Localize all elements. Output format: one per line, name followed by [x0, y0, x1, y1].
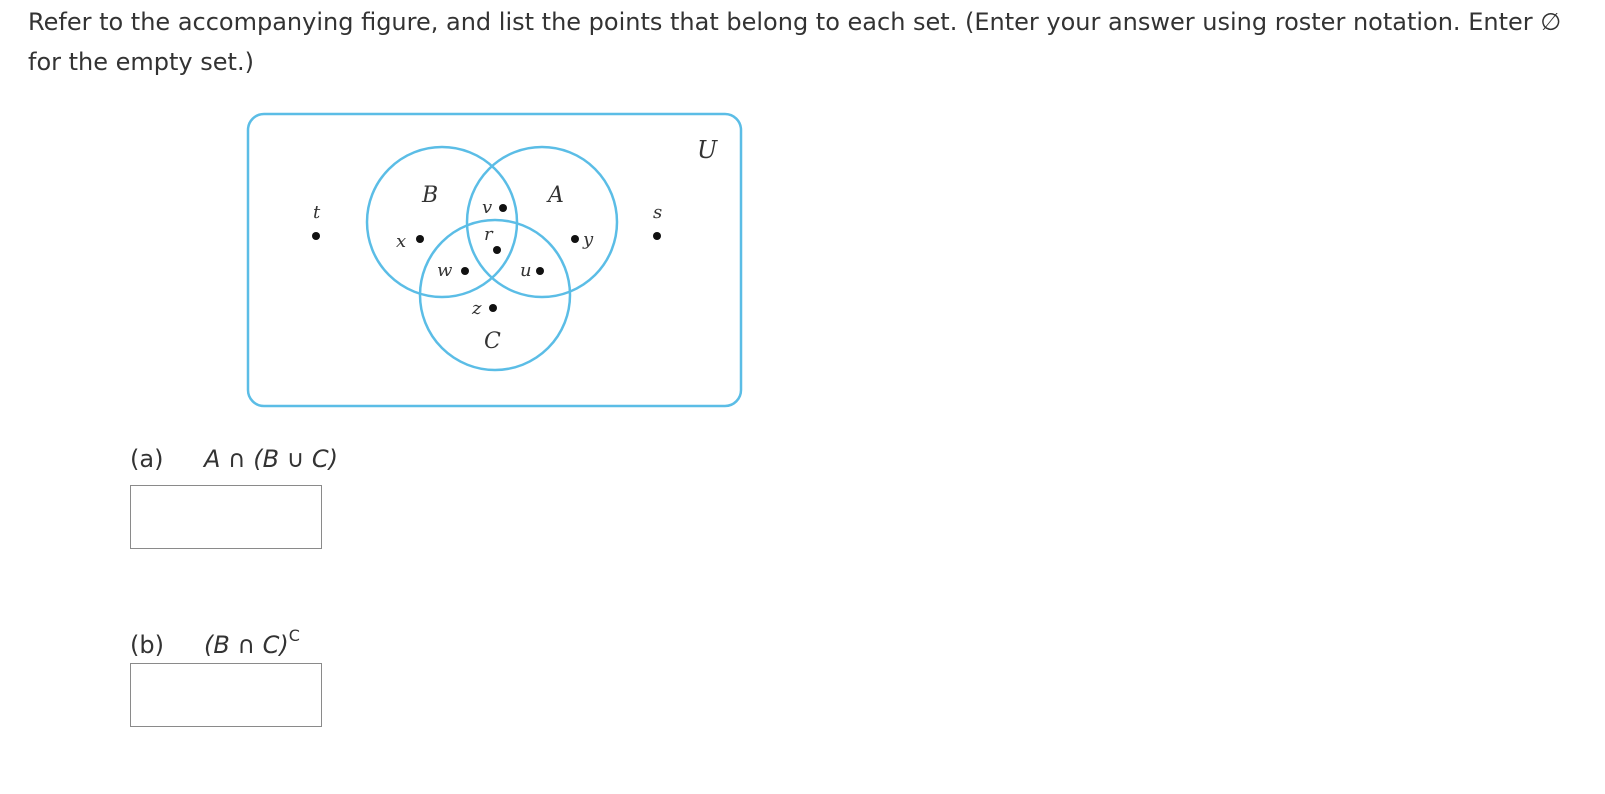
question-a-expression: [204, 444, 338, 474]
point-v-label: v: [482, 197, 493, 218]
point-u-dot: [536, 267, 544, 275]
venn-diagram-svg: [246, 112, 744, 409]
point-r-label: r: [484, 224, 493, 245]
question-a: [130, 444, 338, 474]
universe-rectangle: [248, 114, 741, 406]
question-b: [130, 621, 300, 660]
point-w-label: w: [437, 260, 453, 281]
set-c-label: C: [484, 329, 501, 354]
venn-diagram-figure: [246, 112, 744, 409]
point-v-dot: [499, 204, 507, 212]
point-r-dot: [493, 246, 501, 254]
set-a-label: A: [548, 183, 564, 208]
question-b-expression-text: (B ∩ C): [204, 631, 289, 659]
set-a-circle: [467, 147, 617, 297]
point-x-label: x: [396, 231, 407, 252]
answer-b-input[interactable]: [130, 663, 322, 727]
point-s-label: s: [653, 202, 663, 223]
question-a-part-label: (a): [130, 445, 164, 473]
point-t-label: t: [313, 202, 321, 223]
point-w-dot: [461, 267, 469, 275]
question-a-expression-text: A ∩ (B ∪ C): [204, 445, 339, 473]
question-b-expression: [204, 621, 300, 660]
instructions-text: Refer to the accompanying figure, and list the points that belong to each set. (Enter your answer using roster notation. Enter ∅ for the empty set.): [28, 8, 1562, 76]
point-s-dot: [653, 232, 661, 240]
point-t-dot: [312, 232, 320, 240]
universe-label: U: [697, 136, 718, 164]
answer-a-input[interactable]: [130, 485, 322, 549]
question-b-part-label: (b): [130, 631, 164, 659]
point-u-label: u: [520, 260, 532, 281]
point-x-dot: [416, 235, 424, 243]
point-y-dot: [571, 235, 579, 243]
question-b-complement-superscript: C: [288, 626, 300, 645]
point-z-label: z: [472, 298, 482, 319]
point-z-dot: [489, 304, 497, 312]
point-y-label: y: [583, 229, 594, 250]
set-b-label: B: [422, 183, 439, 208]
